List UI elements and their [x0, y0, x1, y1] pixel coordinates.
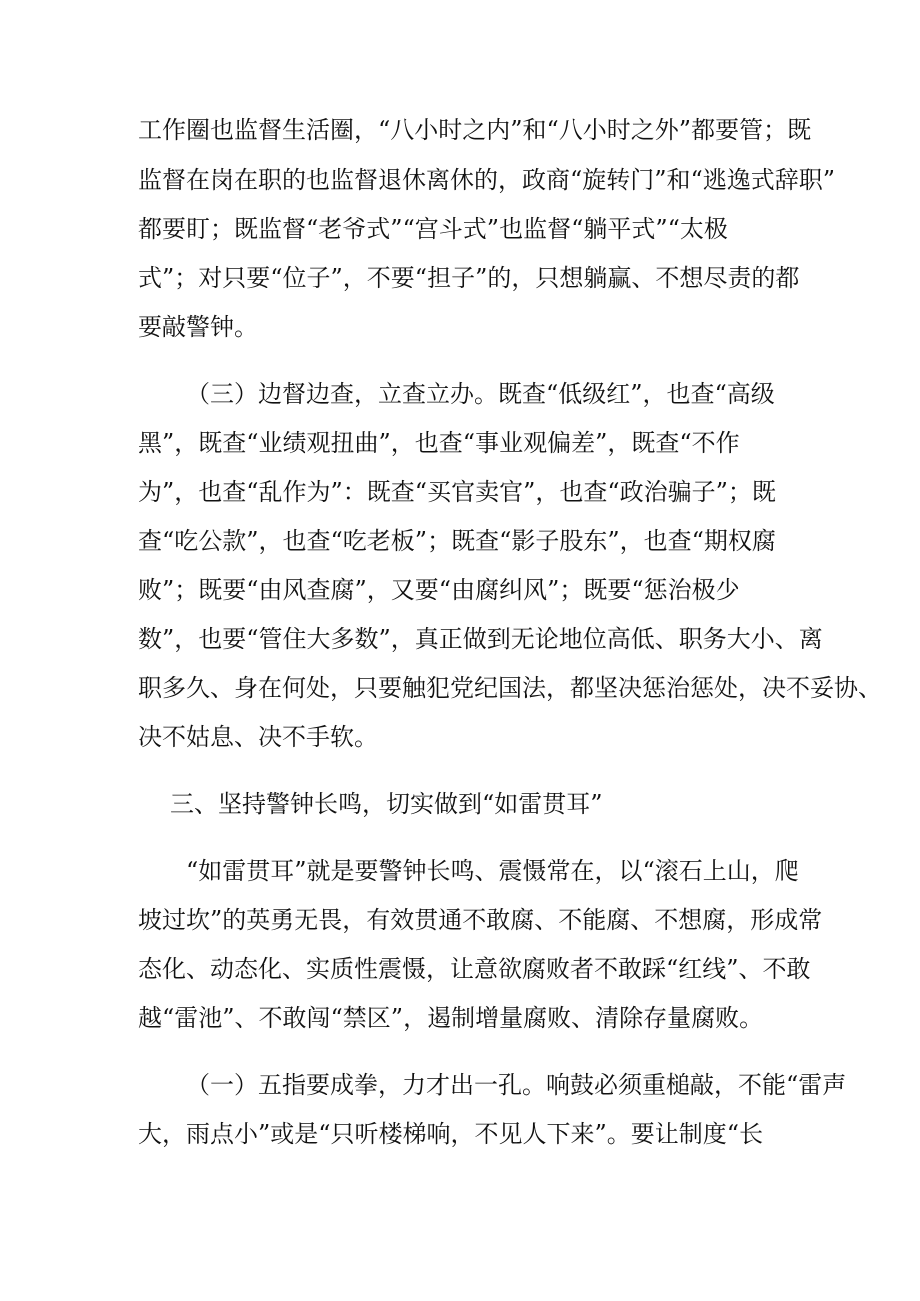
text-line: 要敲警钟。 — [138, 313, 258, 341]
text-line: “如雷贯耳”就是要警钟长鸣、震慑常在，以“滚石上山，爬 — [186, 857, 799, 885]
text-line: 败”；既要“由风查腐”，又要“由腐纠风”；既要“惩治极少 — [138, 576, 740, 604]
text-line: 都要盯；既监督“老爷式”“宫斗式”也监督“躺平式”“太极 — [138, 215, 728, 243]
text-line: 决不姑息、决不手软。 — [138, 723, 378, 751]
text-line: 越“雷池”、不敢闯“禁区”，遏制增量腐败、清除存量腐败。 — [138, 1004, 764, 1032]
text-line: 黑”，既查“业绩观扭曲”，也查“事业观偏差”，既查“不作 — [138, 429, 740, 457]
text-line: （三）边督边查，立查立办。既查“低级红”，也查“高级 — [186, 380, 775, 408]
text-line: 态化、动态化、实质性震慑，让意欲腐败者不敢踩“红线”、不敢 — [138, 955, 811, 983]
text-line: 数”，也要“管住大多数”，真正做到无论地位高低、职务大小、离 — [138, 625, 823, 653]
text-line: 大，雨点小”或是“只听楼梯响，不见人下来”。要让制度“长 — [138, 1120, 764, 1148]
text-line: 坡过坎”的英勇无畏，有效贯通不敢腐、不能腐、不想腐，形成常 — [138, 906, 823, 934]
text-line: （一）五指要成拳，力才出一孔。响鼓必须重槌敲，不能“雷声 — [186, 1071, 847, 1099]
section-heading: 三、坚持警钟长鸣，切实做到“如雷贯耳” — [170, 790, 603, 818]
text-line: 职多久、身在何处，只要触犯党纪国法，都坚决惩治惩处，决不妥协、 — [138, 674, 882, 702]
text-line: 监督在岗在职的也监督退休离休的，政商“旋转门”和“逃逸式辞职” — [138, 166, 836, 194]
text-line: 工作圈也监督生活圈，“八小时之内”和“八小时之外”都要管；既 — [138, 116, 812, 144]
text-line: 式”；对只要“位子”，不要“担子”的，只想躺赢、不想尽责的都 — [138, 264, 800, 292]
text-line: 查“吃公款”，也查“吃老板”；既查“影子股东”，也查“期权腐 — [138, 527, 776, 555]
text-line: 为”，也查“乱作为”：既查“买官卖官”，也查“政治骗子”；既 — [138, 478, 776, 506]
